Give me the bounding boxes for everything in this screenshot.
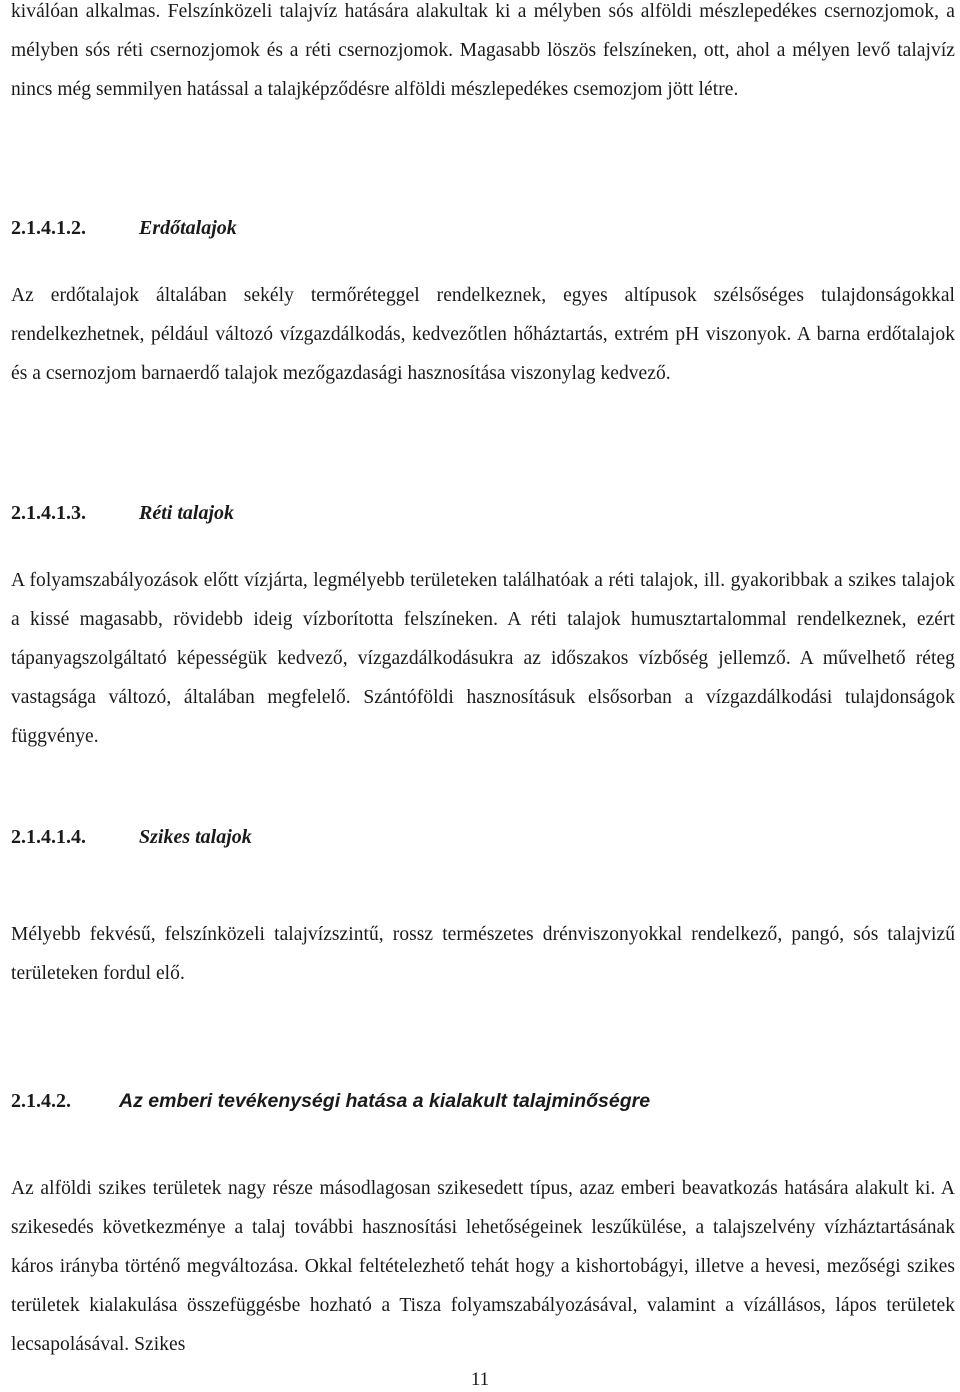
- section-body-reti-talajok: A folyamszabályozások előtt vízjárta, legmélyebb területeken találhatóak a réti talajok, ill. gyakoribbak a szikes talajok a kissé magasabb, rövidebb ideig vízborította felszíneken. A réti talajok humusztartalommal rendelkeznek, ezért tápanyagszolgáltató képességük kedvező, vízgazdálkodásukra az időszakos vízbőség jellemző. A művelhető réteg vastagsága változó, általában megfelelő. Szántóföldi hasznosításuk elsősorban a vízgazdálkodási tulajdonságok függvénye.: [11, 570, 955, 747]
- intro-paragraph: kiválóan alkalmas. Felszínközeli talajvíz hatására alakultak ki a mélyben sós alföldi mészlepedékes csernozjomok, a mélyben sós réti csernozjomok és a réti csernozjomok. Magasabb löszös felszíneken, ott, ahol a mélyen levő talajvíz nincs még semmilyen hatással a talajképződésre alföldi mészlepedékes csemozjom jött létre.: [11, 1, 955, 100]
- section-heading-szikes-talajok: [11, 823, 252, 851]
- section-title: Erdőtalajok: [139, 217, 237, 239]
- section-body-erdotalajok: Az erdőtalajok általában sekély termőréteggel rendelkeznek, egyes altípusok szélsőséges tulajdonságokkal rendelkezhetnek, például változó vízgazdálkodás, kedvezőtlen hőháztartás, extrém pH viszonyok. A barna erdőtalajok és a csernozjom barnaerdő talajok mezőgazdasági hasznosítása viszonylag kedvező.: [11, 285, 955, 384]
- section-heading-reti-talajok: [11, 499, 234, 527]
- page-number: 11: [470, 1369, 490, 1390]
- section-body-szikes-talajok: Mélyebb fekvésű, felszínközeli talajvízszintű, rossz természetes drénviszonyokkal rendelkező, pangó, sós talajvizű területeken fordul elő.: [11, 924, 955, 984]
- section-title: Az emberi tevékenységi hatása a kialakult talajminőségre: [119, 1090, 651, 1112]
- section-body-emberi-tevekenyseg: Az alföldi szikes területek nagy része másodlagosan szikesedett típus, azaz emberi beavatkozás hatására alakult ki. A szikesedés következménye a talaj további hasznosítási lehetőségeinek leszűkülése, a talajszelvény vízháztartásának káros irányba történő megváltozása. Okkal feltételezhető tehát hogy a kishortobágyi, illetve a hevesi, mezőségi szikes területek kialakulása összefüggésbe hozható a Tisza folyamszabályozásával, valamint a vízállásos, lápos területek lecsapolásával. Szikes: [11, 1178, 955, 1355]
- section-heading-emberi-tevekenyseg: [11, 1087, 650, 1115]
- section-number: 2.1.4.1.2.: [11, 217, 86, 239]
- section-title: Réti talajok: [139, 502, 234, 524]
- section-number: 2.1.4.1.3.: [11, 502, 86, 524]
- section-heading-erdotalajok: [11, 214, 237, 242]
- section-number: 2.1.4.1.4.: [11, 826, 86, 848]
- section-title: Szikes talajok: [139, 826, 252, 848]
- section-number: 2.1.4.2.: [11, 1090, 71, 1112]
